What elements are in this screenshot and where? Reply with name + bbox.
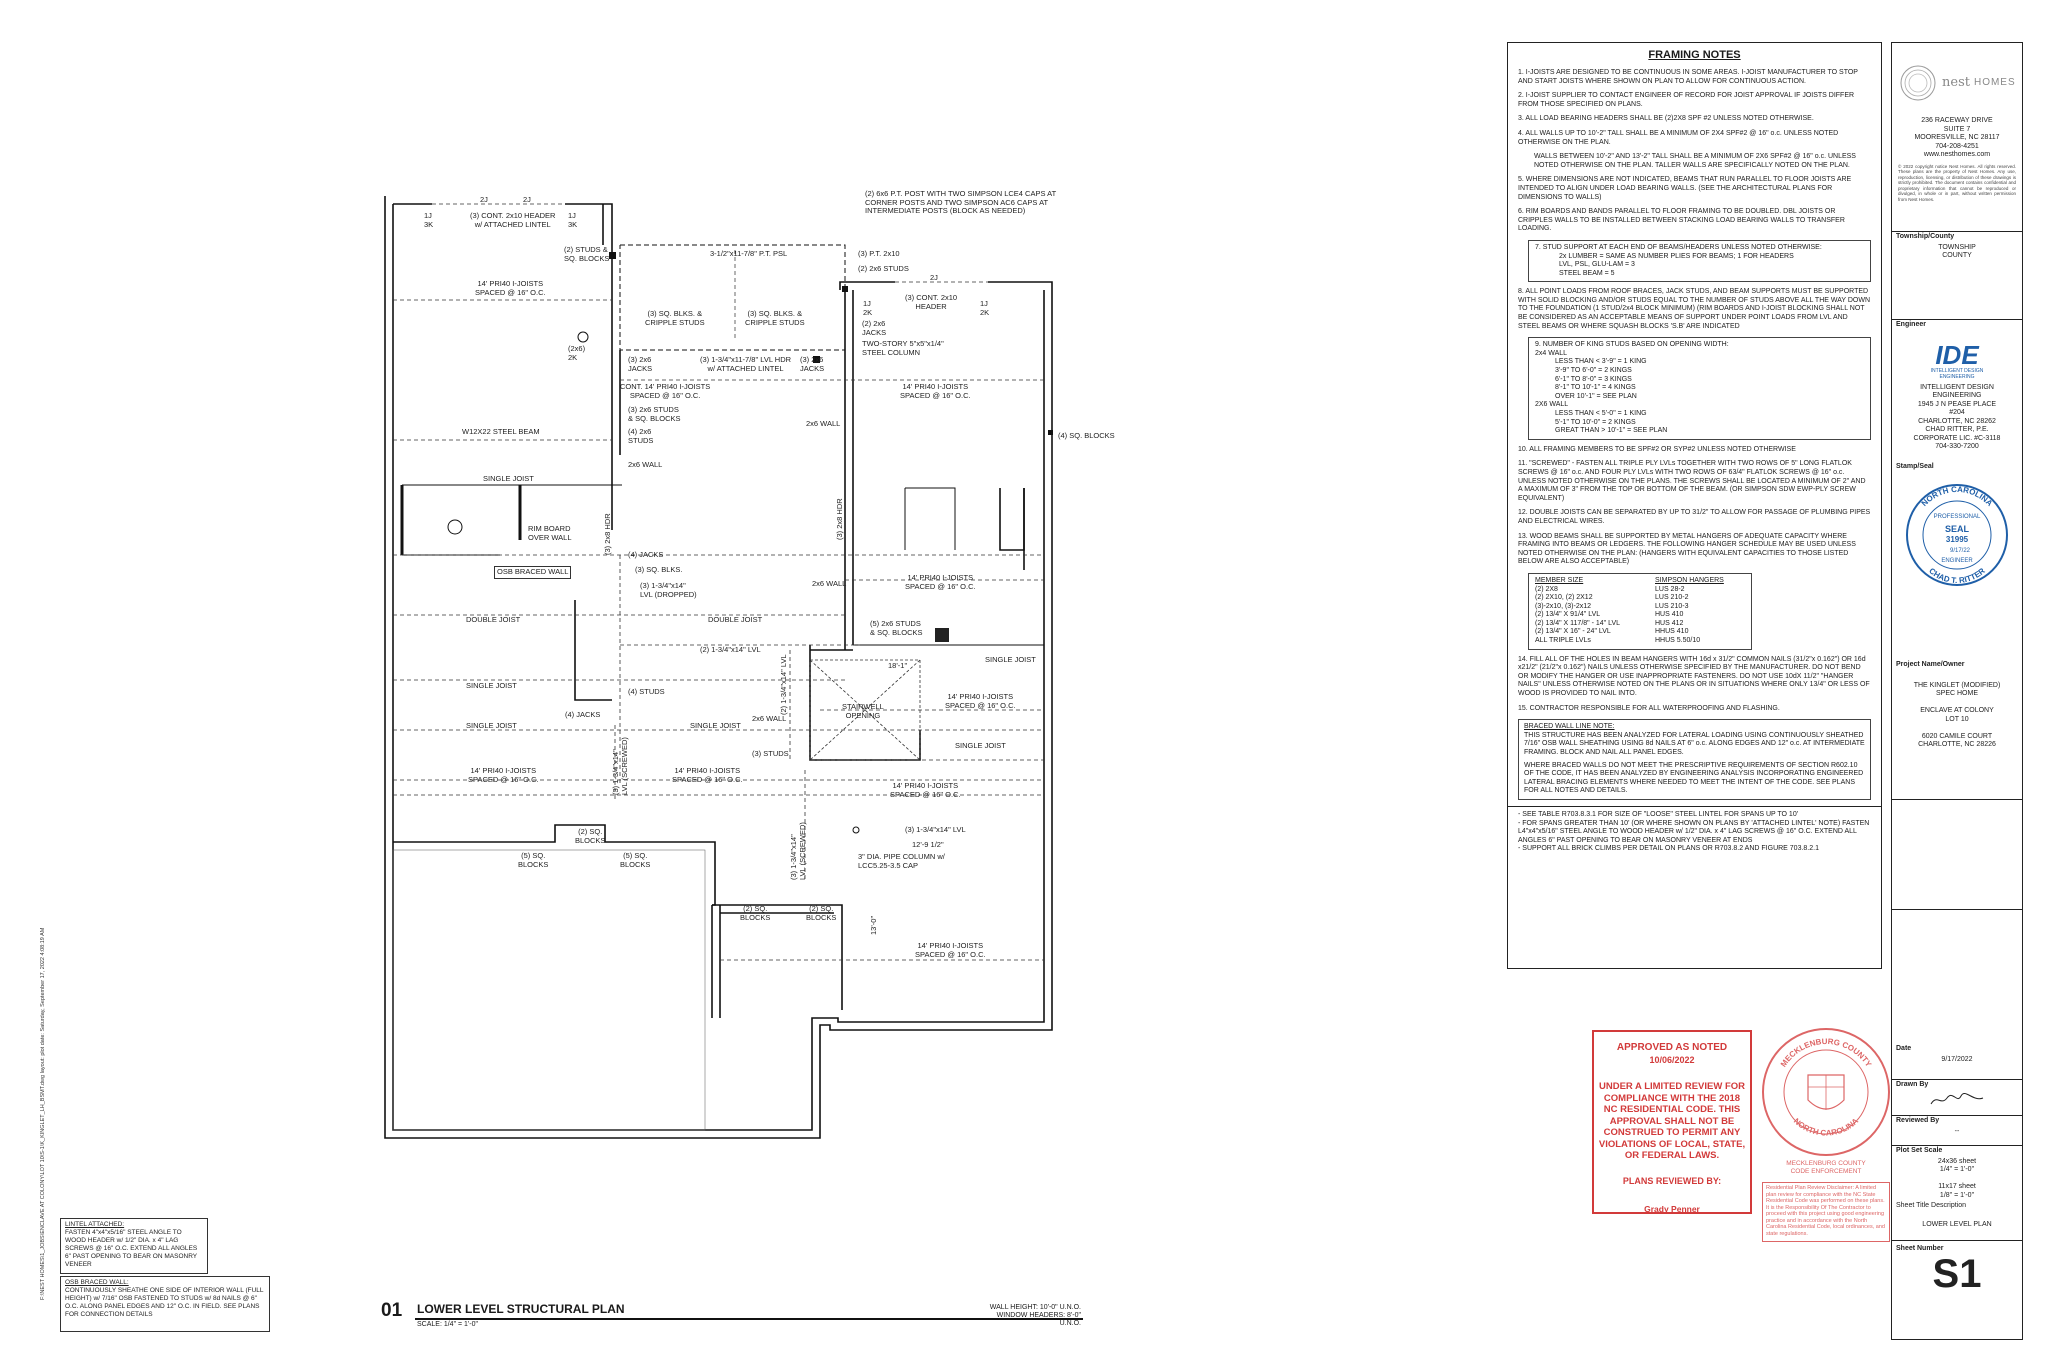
label-joists: 14' PRI40 I-JOISTS SPACED @ 16" O.C.	[672, 766, 743, 784]
label-jacks: (4) JACKS	[628, 550, 664, 559]
label-lvl: (3) 1-3/4"x14" LVL	[905, 825, 966, 834]
window-headers: WINDOW HEADERS: 8'-0" U.N.O.	[996, 1312, 1081, 1327]
note-item: 8. ALL POINT LOADS FROM ROOF BRACES, JACK STUDS, AND BEAM SUPPORTS MUST BE SUPPORTED WITH SOLID BLOCKING AND/OR STUDS EQUAL TO THE NUMBER OF STUDS ABOVE ALL THE WAY DOWN TO THE FOUNDATION (1 STUD/2x4 BLOCK MINIMUM) (RIM BOARDS AND I-JOIST BLOCKING SHALL NOT BE CONSIDERED AS AN ACCEPTABLE MEANS OF SUPPORT UNDER POINT LOADS FROM LVL AND STEEL BEAMS OR WHERE SQUASH BLOCKS 'S.B' ARE INDICATED	[1518, 288, 1871, 330]
svg-text:SEAL: SEAL	[1944, 523, 1970, 534]
framing-notes-title: FRAMING NOTES	[1648, 49, 1741, 61]
label-rim-board: RIM BOARD OVER WALL	[528, 524, 572, 542]
hanger-row	[1535, 594, 1745, 603]
hanger-member: (2) 2X8	[1535, 585, 1558, 593]
drawn-label: Drawn By	[1896, 1081, 1929, 1088]
note-row: 2x LUMBER = SAME AS NUMBER PLIES FOR BEAMS; 1 FOR HEADERS	[1559, 252, 1794, 260]
company-logo	[1898, 63, 2016, 103]
hanger-col-member: MEMBER SIZE	[1535, 576, 1584, 584]
lintel-footnotes	[1508, 806, 1881, 858]
hanger-rows	[1535, 586, 1745, 646]
label-joists: 14' PRI40 I-JOISTS SPACED @ 16" O.C.	[890, 781, 961, 799]
braced-wall-note	[1518, 719, 1871, 800]
county-seal-icon	[1762, 1028, 1890, 1156]
label-hdr: (3) 2x8 HDR	[835, 498, 844, 540]
note-item: 11. "SCREWED" - FASTEN ALL TRIPLE PLY LVLs TOGETHER WITH TWO ROWS OF 5" LONG FLATLOK SCREWS @ 16" o.c. AND FOUR PLY LVLs WITH TWO ROWS OF 63/4" FLATLOK SCREWS @ 16" o.c. UNLESS NOTED OTHERWISE ON THE PLANS. THE SCREWS SHALL BE LOCATED A MINIMUM OF 2" AND A MAXIMUM OF 3" FROM THE TOP OR BOTTOM OF THE BEAM. (OR SIMPSON SDW EWP-PLY SCREW EQUIVALENT)	[1518, 460, 1866, 502]
label-sq-blks: (3) SQ. BLKS.	[635, 565, 683, 574]
note-item: 14. FILL ALL OF THE HOLES IN BEAM HANGERS WITH 16d x 31/2" COMMON NAILS (31/2"x 0.162") OR 16d x21/2" (21/2"x 0.162") NAILS UNLESS OTHERWISE SPECIFIED BY THE MANUFACTURER. DO NOT BEND OR MODIFY THE HANGER OR USE INAPPROPRIATE FASTENERS. DO NOT USE 10dX 11/2" "HANGER NAILS" UNLESS OTHERWISE NOTED ON THE PLANS OR IN SITUATIONS WHERE ONLY 13/4" OR LESS OF WOOD IS PROVIDED TO NAIL INTO.	[1518, 655, 1870, 698]
hanger-row	[1535, 620, 1745, 629]
label-sq-blocks: (5) SQ. BLOCKS	[518, 851, 549, 869]
hanger-member: (2) 2X10, (2) 2X12	[1535, 594, 1593, 602]
approval-reviewed-label: PLANS REVIEWED BY:	[1622, 1175, 1722, 1186]
county-seal-caption: MECKLENBURG COUNTY CODE ENFORCEMENT	[1786, 1160, 1866, 1175]
label-jk: 1J 3K	[568, 211, 578, 229]
label-cont-joists: CONT. 14' PRI40 I-JOISTS SPACED @ 16" O.C.	[620, 382, 711, 400]
note-item: 9. NUMBER OF KING STUDS BASED ON OPENING WIDTH:	[1535, 341, 1729, 349]
label-stairwell: STAIRWELL OPENING	[842, 702, 884, 720]
hanger-member: (2) 13/4" X 117/8" - 14" LVL	[1535, 619, 1621, 627]
hanger-simpson: HUS 412	[1655, 619, 1684, 627]
label-lvl: (2) 1-3/4"x14" LVL	[779, 654, 788, 715]
label-single-joist: SINGLE JOIST	[955, 741, 1006, 750]
label-joists: 14' PRI40 I-JOISTS SPACED @ 16" O.C.	[945, 692, 1016, 710]
hanger-member: (3)-2x10, (3)-2x12	[1535, 602, 1592, 610]
label-single-joist: SINGLE JOIST	[690, 721, 741, 730]
braced-wall-text: WHERE BRACED WALLS DO NOT MEET THE PRESCRIPTIVE REQUIREMENTS OF SECTION R602.10 OF THE CODE, IT HAS BEEN ANALYZED BY ENGINEERING ANALYSIS INCORPORATING ENGINEERED LATERAL BRACING ELEMENTS WHERE NEEDED TO MEET THE INTENT OF THE CODE. SEE PLANS FOR ALL NOTES AND DETAILS.	[1524, 761, 1864, 795]
footnote: - SUPPORT ALL BRICK CLIMBS PER DETAIL ON PLANS OR R703.8.2 AND FIGURE 703.8.2.1	[1518, 845, 1819, 853]
label-joists: 14' PRI40 I-JOISTS SPACED @ 16" O.C.	[915, 941, 986, 959]
ide-logo-sub: INTELLIGENT DESIGN ENGINEERING	[1930, 367, 1984, 380]
stamp-label: Stamp/Seal	[1896, 463, 1934, 470]
label-dimension: 18'-1"	[888, 661, 908, 670]
label-studs: (3) 2x6 STUDS & SQ. BLOCKS	[628, 405, 681, 423]
label-studs: (3) STUDS	[752, 749, 789, 758]
pe-seal-icon	[1902, 480, 2012, 590]
slab-outline	[393, 850, 705, 1130]
label-jk: 1J 2K	[980, 299, 990, 317]
label-double-joist: DOUBLE JOIST	[708, 615, 763, 624]
label-cont-2x10: (3) CONT. 2x10 HEADER	[905, 293, 958, 311]
lintel-note-title: LINTEL ATTACHED:	[65, 1221, 125, 1228]
lintel-note	[60, 1218, 208, 1274]
label-studs-blocks: (2) STUDS & SQ. BLOCKS	[564, 245, 610, 263]
engineer-label: Engineer	[1896, 321, 1926, 328]
title-company	[1892, 43, 2022, 232]
county-disclaimer: Residential Plan Review Disclaimer: A limited plan review for compliance with the NC State Residential Code was performed on these plans. It is the Responsibility Of The Contractor to proceed with this project using good engineering practice and in accordance with the North Carolina Residential Code, local ordinances, and state regulations.	[1762, 1182, 1890, 1242]
hanger-row	[1535, 611, 1745, 620]
hanger-simpson: LUS 210-3	[1655, 602, 1689, 610]
footnote: - SEE TABLE R703.8.3.1 FOR SIZE OF "LOOSE" STEEL LINTEL FOR SPANS UP TO 10'	[1518, 810, 1799, 818]
hanger-row	[1535, 628, 1745, 637]
wall-height: WALL HEIGHT: 10'-0" U.N.O.	[989, 1304, 1081, 1311]
hanger-col-simpson: SIMPSON HANGERS	[1655, 576, 1724, 584]
braced-wall-title: BRACED WALL LINE NOTE:	[1524, 723, 1615, 731]
label-single-joist: SINGLE JOIST	[985, 655, 1036, 664]
label-wall: 2x6 WALL	[752, 714, 787, 723]
label-jk: 2J	[523, 195, 531, 204]
svg-text:9/17/22: 9/17/22	[1949, 547, 1971, 554]
label-single-joist: SINGLE JOIST	[466, 721, 517, 730]
svg-text:NORTH CAROLINA: NORTH CAROLINA	[1791, 1116, 1861, 1138]
note-row: STEEL BEAM = 5	[1559, 269, 1615, 277]
note-item: 2. I-JOIST SUPPLIER TO CONTACT ENGINEER OF RECORD FOR JOIST APPROVAL IF JOISTS DIFFER FROM THOSE SPECIFIED ON PLANS.	[1518, 92, 1855, 108]
approval-stamp	[1592, 1030, 1752, 1214]
note-row: OVER 10'-1" = SEE PLAN	[1555, 392, 1637, 400]
ide-logo-text: IDE	[1935, 339, 1979, 370]
label-jacks: (4) JACKS	[565, 710, 601, 719]
label-lvl-screwed: (3) 1-3/4"x14" LVL (SCREWED)	[611, 737, 629, 795]
note-item: 7. STUD SUPPORT AT EACH END OF BEAMS/HEADERS UNLESS NOTED OTHERWISE:	[1535, 243, 1822, 251]
title-sheet-number	[1892, 1243, 2022, 1339]
township-label: Township/County	[1896, 233, 1955, 240]
logo-word: nest	[1942, 74, 1970, 90]
label-sq-blks: (3) SQ. BLKS. & CRIPPLE STUDS	[745, 309, 805, 327]
label-single-joist: SINGLE JOIST	[483, 474, 534, 483]
label-sq-blocks: (2) SQ. BLOCKS	[740, 904, 771, 922]
title-engineer	[1892, 281, 2022, 461]
reviewed-value: --	[1954, 1127, 1960, 1135]
sheet-title-label: Sheet Title Description	[1896, 1202, 1967, 1209]
osb-note-text: CONTINUOUSLY SHEATHE ONE SIDE OF INTERIOR WALL (FULL HEIGHT) w/ 7/16" OSB FASTENED TO STUDS w/ 8d NAILS @ 6" O.C. ALONG PANEL EDGES AND 12" O.C. IN FIELD. SEE PLANS FOR CONNECTION DETAILS	[65, 1287, 264, 1318]
hanger-simpson: HUS 410	[1655, 611, 1684, 619]
label-sq-blks: (3) SQ. BLKS. & CRIPPLE STUDS	[645, 309, 705, 327]
steel-column	[935, 628, 949, 642]
label-sq-blocks: (2) SQ. BLOCKS	[806, 904, 837, 922]
hanger-row	[1535, 603, 1745, 612]
hanger-row	[1535, 586, 1745, 595]
title-project	[1892, 659, 2022, 800]
label-jacks: (3) 2x6 JACKS	[800, 355, 825, 373]
note-row: LESS THAN < 5'-0" = 1 KING	[1555, 410, 1647, 417]
label-wall: 2x6 WALL	[812, 579, 847, 588]
plan-number: 01	[381, 1300, 403, 1321]
label-single-joist: SINGLE JOIST	[466, 681, 517, 690]
plan-scale: SCALE: 1/4" = 1'-0"	[417, 1321, 478, 1328]
scale-value: 24x36 sheet 1/4" = 1'-0" 11x17 sheet 1/8" = 1'-0"	[1937, 1157, 1977, 1199]
framing-notes	[1507, 42, 1882, 969]
project-value: THE KINGLET (MODIFIED) SPEC HOME ENCLAVE AT COLONY LOT 10 6020 CAMILE COURT CHARLOTTE, NC 28226	[1913, 681, 2001, 748]
label-cont-header: (3) CONT. 2x10 HEADER w/ ATTACHED LINTEL	[470, 211, 556, 229]
label-jk: 1J 3K	[424, 211, 434, 229]
approval-status: APPROVED AS NOTED	[1616, 1042, 1728, 1053]
label-pt: (2x6) 2K	[568, 344, 586, 362]
label-sq-blocks: (4) SQ. BLOCKS	[1058, 431, 1115, 440]
label-jk: 2J	[930, 273, 938, 282]
date-value: 9/17/2022	[1941, 1055, 1973, 1063]
note-item: 1. I-JOISTS ARE DESIGNED TO BE CONTINUOUS IN SOME AREAS. I-JOIST MANUFACTURER TO STOP AND START JOISTS WHERE SHOWN ON PLAN TO ALLOW FOR CONTINUOUS ACTION.	[1518, 69, 1858, 85]
note-row: 2x4 WALL	[1535, 349, 1568, 357]
note-row: GREAT THAN > 10'-1" = SEE PLAN	[1555, 427, 1668, 435]
label-jacks: (2) 2x6 JACKS	[862, 319, 887, 337]
braced-wall-text: THIS STRUCTURE HAS BEEN ANALYZED FOR LATERAL LOADING USING CONTINUOUSLY SHEATHED 7/16" OSB WALL SHEATHING USING 8d NAILS AT 6" o.c. ALONG EDGES AND 12" o.c. AT INTERMEDIATE FRAMING. BLOCK AND NAIL ALL PANEL EDGES.	[1524, 731, 1865, 756]
label-steel-beam: W12X22 STEEL BEAM	[462, 427, 540, 436]
label-lvl-hdr: (3) 1-3/4"x11-7/8" LVL HDR w/ ATTACHED LINTEL	[700, 355, 792, 373]
note-king-studs	[1528, 337, 1871, 440]
svg-text:CHAD T. RITTER: CHAD T. RITTER	[1927, 565, 1987, 585]
label-wall: 2x6 WALL	[806, 419, 841, 428]
note-item: 15. CONTRACTOR RESPONSIBLE FOR ALL WATERPROOFING AND FLASHING.	[1518, 704, 1780, 712]
plan-walls	[385, 196, 1052, 1138]
label-joists: 14' PRI40 I-JOISTS SPACED @ 16" O.C.	[468, 766, 539, 784]
note-row: LESS THAN < 3'-9" = 1 KING	[1555, 358, 1647, 366]
company-address: 236 RACEWAY DRIVE SUITE 7 MOORESVILLE, NC 28117 704-208-4251 www.nesthomes.com	[1914, 117, 2000, 158]
osb-note-title: OSB BRACED WALL:	[65, 1279, 129, 1286]
title-reviewed	[1892, 1115, 2022, 1146]
sheet-title-value: LOWER LEVEL PLAN	[1922, 1220, 1992, 1228]
label-psl: 3-1/2"x11-7/8" P.T. PSL	[710, 249, 788, 258]
note-item: 5. WHERE DIMENSIONS ARE NOT INDICATED, BEAMS THAT RUN PARALLEL TO FLOOR JOISTS ARE INTENDED TO ALIGN UNDER LOAD BEARING WALLS. (SEE THE ARCHITECTURAL PLANS FOR DIMENSIONS TO WALLS)	[1518, 176, 1852, 201]
approval-date: 10/06/2022	[1649, 1055, 1695, 1065]
signature-icon	[1927, 1092, 1987, 1108]
label-studs: (4) 2x6 STUDS	[628, 427, 654, 445]
note-row: 2X6 WALL	[1535, 401, 1569, 409]
hanger-header	[1535, 577, 1745, 586]
svg-text:NORTH CAROLINA: NORTH CAROLINA	[1919, 484, 1995, 508]
label-jk: 2J	[480, 195, 488, 204]
note-item: 4. ALL WALLS UP TO 10'-2" TALL SHALL BE A MINIMUM OF 2X4 SPF#2 @ 16" o.c. UNLESS NOTED OTHERWISE ON THE PLAN.	[1518, 129, 1839, 146]
svg-text:ENGINEER: ENGINEER	[1941, 557, 1973, 564]
sheet-number: S1	[1932, 1251, 1982, 1296]
project-label: Project Name/Owner	[1896, 661, 1965, 668]
scale-label: Plot Set Scale	[1896, 1147, 1943, 1154]
lintel-note-text: FASTEN 4"x4"x5/16" STEEL ANGLE TO WOOD HEADER w/ 1/2" DIA. x 4" LAG SCREWS @ 16" O.C. EXTEND ALL ANGLES 6" PAST OPENING TO BEAR ON MASONRY VENEER	[65, 1229, 198, 1268]
label-pipe-column: 3" DIA. PIPE COLUMN w/ LCC5.25-3.5 CAP	[858, 852, 945, 870]
note-stud-support	[1528, 240, 1871, 282]
approval-text: UNDER A LIMITED REVIEW FOR COMPLIANCE WITH THE 2018 NC RESIDENTIAL CODE. THIS APPROVAL SHALL NOT BE CONSTRUED TO PERMIT ANY VIOLATIONS OF LOCAL, STATE, OR FEDERAL LAWS.	[1598, 1081, 1746, 1161]
hanger-schedule	[1528, 573, 1752, 650]
note-item: 10. ALL FRAMING MEMBERS TO BE SPF#2 OR SYP#2 UNLESS NOTED OTHERWISE	[1518, 445, 1796, 453]
reviewed-label: Reviewed By	[1896, 1117, 1940, 1124]
hanger-row	[1535, 637, 1745, 646]
note-row: 3'-9" TO 6'-0" = 2 KINGS	[1555, 367, 1632, 375]
hanger-simpson: LUS 28-2	[1655, 585, 1685, 593]
title-block	[1891, 42, 2023, 1340]
plot-info-text: F:\NEST HOMES\1_JOBS\ENCLAVE AT COLONY\LOT 10\S-1\K_KINGLET_LH_BSMT.dwg layout: plot date: Saturday, September 17, 2022 4:08:19 AM	[40, 927, 46, 1300]
label-pt-2x10: (3) P.T. 2x10	[858, 249, 900, 258]
footnote: - FOR SPANS GREATER THAN 10' (OR WHERE SHOWN ON PLANS BY 'ATTACHED LINTEL' NOTE) FASTEN L4"x4"x5/16" STEEL ANGLE TO WOOD HEADER w/ 1/2" DIA. x 4" LAG SCREWS @ 16" O.C. EXTEND ALL ANGLES 6" PAST OPENING TO BEAR ON MASONRY VENEER AT ENDS	[1518, 819, 1870, 844]
label-jacks: (3) 2x6 JACKS	[628, 355, 653, 373]
label-studs: (4) STUDS	[628, 687, 665, 696]
plan-wall-info	[981, 1304, 1081, 1328]
sheet-number-label: Sheet Number	[1896, 1245, 1944, 1252]
note-item: 13. WOOD BEAMS SHALL BE SUPPORTED BY METAL HANGERS OF ADEQUATE CAPACITY WHERE FRAMING INTO BEAMS OR LEDGERS. THE FOLLOWING HANGER SCHEDULE MAY BE USED UNLESS NOTED OTHERWISE ON THE PLAN: (HANGERS WITH EQUIVALENT CAPACITIES TO THOSE LISTED BELOW ARE ALSO ACCEPTABLE)	[1518, 532, 1856, 566]
title-drawn	[1892, 1079, 2022, 1116]
label-lvl-screwed: (3) 1-3/4"x14" LVL (SCREWED)	[789, 822, 807, 880]
nest-logo-icon	[1898, 63, 1938, 103]
ide-logo	[1892, 339, 2022, 380]
hanger-simpson: LUS 210-2	[1655, 594, 1689, 602]
note-row: LVL, PSL, GLU-LAM = 3	[1559, 261, 1635, 269]
copyright: © 2022 copyright notice Nest Homes. All rights reserved. These plans are the property of Nest Homes. Any use, reproduction, licensing, or distribution of these drawings is strictly prohibited. The document contains confidential and proprietary information that cannot be reproduced or divulged, in whole or in part, without written permission from Nest Homes.	[1898, 163, 2016, 202]
label-dimension: 12'-9 1/2"	[912, 840, 944, 849]
label-lvl: (2) 1-3/4"x14" LVL	[700, 645, 761, 654]
svg-text:31995: 31995	[1945, 534, 1969, 544]
svg-text:MECKLENBURG COUNTY: MECKLENBURG COUNTY	[1778, 1036, 1874, 1069]
label-dimension: 13'-0"	[869, 915, 878, 935]
engineer-info: INTELLIGENT DESIGN ENGINEERING 1945 J N PEASE PLACE #204 CHARLOTTE, NC 28262 CHAD RITTER, P.E. CORPORATE LIC. #C-3118 704-330-7200	[1913, 383, 2001, 450]
svg-text:PROFESSIONAL: PROFESSIONAL	[1933, 513, 1981, 520]
hanger-simpson: HHUS 410	[1655, 628, 1689, 636]
label-joists: 14' PRI40 I-JOISTS SPACED @ 16" O.C.	[900, 382, 971, 400]
label-sq-blocks: (5) SQ. BLOCKS	[620, 851, 651, 869]
label-post-note: (2) 6x6 P.T. POST WITH TWO SIMPSON LCE4 CAPS AT CORNER POSTS AND TWO SIMPSON AC6 CAPS AT INTERMEDIATE POSTS (BLOCK AS NEEDED)	[865, 189, 1057, 215]
label-joists: 14' PRI40 I-JOISTS SPACED @ 16" O.C.	[475, 279, 546, 297]
label-studs: (5) 2x6 STUDS & SQ. BLOCKS	[870, 619, 923, 637]
hanger-member: (2) 13/4" X 16" - 24" LVL	[1535, 628, 1611, 636]
label-joists: 14' PRI40 I-JOISTS SPACED @ 16" O.C.	[905, 573, 976, 591]
township-value: TOWNSHIP COUNTY	[1938, 243, 1976, 259]
note-item: WALLS BETWEEN 10'-2" AND 13'-2" TALL SHALL BE A MINIMUM OF 2X6 SPF#2 @ 16" o.c. UNLESS NOTED OTHERWISE ON THE PLAN. TALLER WALLS ARE SPECIFICALLY NOTED ON THE PLAN.	[1534, 153, 1856, 169]
hanger-member: ALL TRIPLE LVLs	[1535, 637, 1591, 645]
label-osb-braced: OSB BRACED WALL	[494, 566, 571, 579]
note-item: 12. DOUBLE JOISTS CAN BE SEPARATED BY UP TO 31/2" TO ALLOW FOR PASSAGE OF PLUMBING PIPES AND ELECTRICAL WIRES.	[1518, 509, 1871, 525]
title-scale	[1892, 1145, 2022, 1241]
hanger-simpson: HHUS 5.50/10	[1655, 637, 1701, 645]
note-row: 6'-1" TO 8'-0" = 3 KINGS	[1555, 375, 1632, 383]
note-row: 8'-1" TO 10'-1" = 4 KINGS	[1555, 384, 1636, 392]
date-label: Date	[1896, 1045, 1912, 1052]
label-hdr: (3) 2x8 HDR	[603, 513, 612, 555]
label-steel-column: TWO-STORY 5"x5"x1/4" STEEL COLUMN	[862, 339, 944, 357]
label-wall: 2x6 WALL	[628, 460, 663, 469]
label-studs-2x6: (2) 2x6 STUDS	[858, 264, 909, 273]
note-row: 5'-1" TO 10'-0" = 2 KINGS	[1555, 418, 1636, 426]
logo-word2: HOMES	[1973, 76, 2016, 88]
plan-title: LOWER LEVEL STRUCTURAL PLAN	[417, 1302, 625, 1316]
title-date	[1892, 1043, 2022, 1080]
label-double-joist: DOUBLE JOIST	[466, 615, 521, 624]
approval-reviewer: Grady Penner	[1644, 1203, 1700, 1214]
label-jk: 1J 2K	[863, 299, 873, 317]
note-item: 6. RIM BOARDS AND BANDS PARALLEL TO FLOOR FRAMING TO BE DOUBLED. DBL JOISTS OR CRIPPLES WALLS TO BE INSTALLED BETWEEN STACKING LOAD BEARING WALLS TO TRANSFER LOADING.	[1518, 208, 1845, 233]
osb-note	[60, 1276, 270, 1332]
note-item: 3. ALL LOAD BEARING HEADERS SHALL BE (2)2X8 SPF #2 UNLESS NOTED OTHERWISE.	[1518, 115, 1814, 123]
hanger-member: (2) 13/4" X 91/4" LVL	[1535, 611, 1601, 619]
county-seal-graphic	[1764, 1030, 1888, 1154]
label-lvl: (3) 1-3/4"x14" LVL (DROPPED)	[640, 581, 697, 599]
label-sq-blocks: (2) SQ. BLOCKS	[575, 827, 606, 845]
